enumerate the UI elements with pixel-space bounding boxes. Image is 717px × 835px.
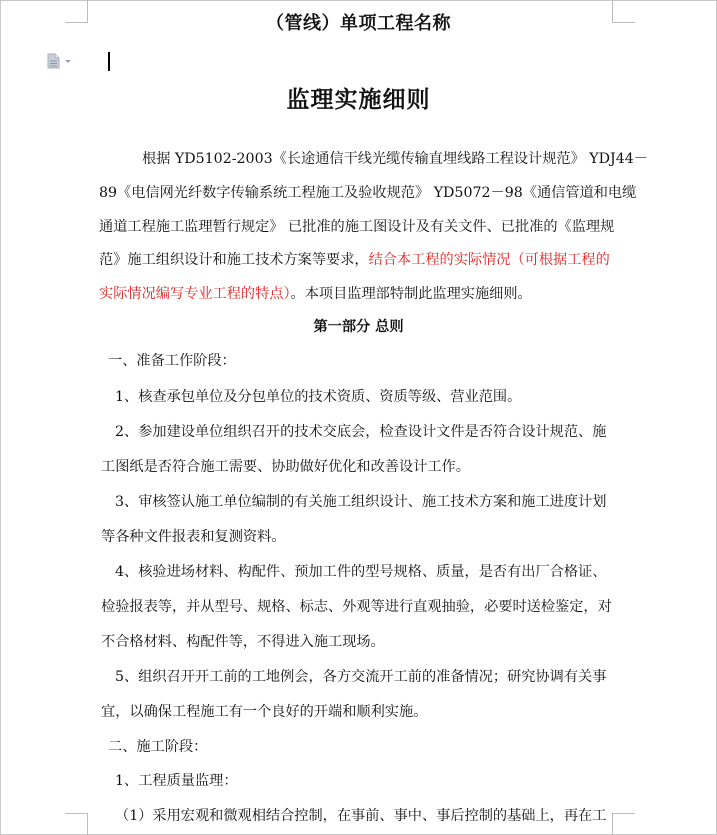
section-title: 第一部分 总则 (313, 319, 404, 335)
item-2-line-1: 2、参加建设单位组织召开的技术交底会，检查设计文件是否符合设计规范、施 (115, 424, 607, 440)
crop-mark-bottom-right (612, 813, 635, 835)
quality-supervision-heading: 1、工程质量监理： (115, 773, 238, 789)
intro-line-1: 根据 YD5102-2003《长途通信干线光缆传输直埋线路工程设计规范》 YDJ44－ (142, 151, 648, 167)
header-title: （管线）单项工程名称 (266, 13, 451, 34)
intro-line-2: 89《电信网光纤数字传输系统工程施工及验收规范》 YD5072－98《通信管道和电缆 (99, 185, 637, 201)
subsection-construction: 二、施工阶段： (108, 739, 208, 755)
item-2-line-2: 工图纸是否符合施工需要、协助做好优化和改善设计工作。 (101, 459, 470, 475)
item-4-line-2: 检验报表等，并从型号、规格、标志、外观等进行直观抽验，必要时送检鉴定，对 (101, 599, 612, 615)
intro-highlight-1: 结合本工程的实际情况（可根据工程的 (368, 252, 610, 268)
document-icon[interactable] (46, 53, 76, 69)
item-4-line-1: 4、核验进场材料、构配件、预加工件的型号规格、质量，是否有出厂合格证、 (115, 564, 607, 580)
intro-highlight-2: 实际情况编写专业工程的特点） (99, 286, 291, 302)
item-3-line-1: 3、审核签认施工单位编制的有关施工组织设计、施工技术方案和施工进度计划 (115, 494, 607, 510)
intro-line-5 (99, 285, 532, 303)
crop-mark-bottom-left (65, 813, 88, 835)
item-3-line-2: 等各种文件报表和复测资料。 (101, 529, 286, 545)
intro-line-5-text: 。本项目监理部特制此监理实施细则。 (290, 286, 532, 302)
item-4-line-3: 不合格材料、构配件等，不得进入施工现场。 (101, 634, 385, 650)
text-cursor (108, 52, 110, 71)
intro-line-4-text: 范》施工组织设计和施工技术方案等要求， (99, 252, 369, 268)
subsection-preparation: 一、准备工作阶段： (108, 353, 236, 369)
document-title: 监理实施细则 (286, 86, 431, 113)
intro-line-3: 通道工程施工监理暂行规定》 已批准的施工图设计及有关文件、已批准的《监理规 (99, 219, 615, 235)
item-5-line-2: 宜，以确保工程施工有一个良好的开端和顺利实施。 (101, 704, 428, 720)
intro-line-4 (99, 251, 610, 269)
item-1: 1、核查承包单位及分包单位的技术资质、资质等级、营业范围。 (115, 389, 522, 405)
quality-supervision-para-1: （1）采用宏观和微观相结合控制，在事前、事中、事后控制的基础上，再在工 (115, 808, 607, 824)
item-5-line-1: 5、组织召开开工前的工地例会，各方交流开工前的准备情况；研究协调有关事 (115, 669, 607, 685)
